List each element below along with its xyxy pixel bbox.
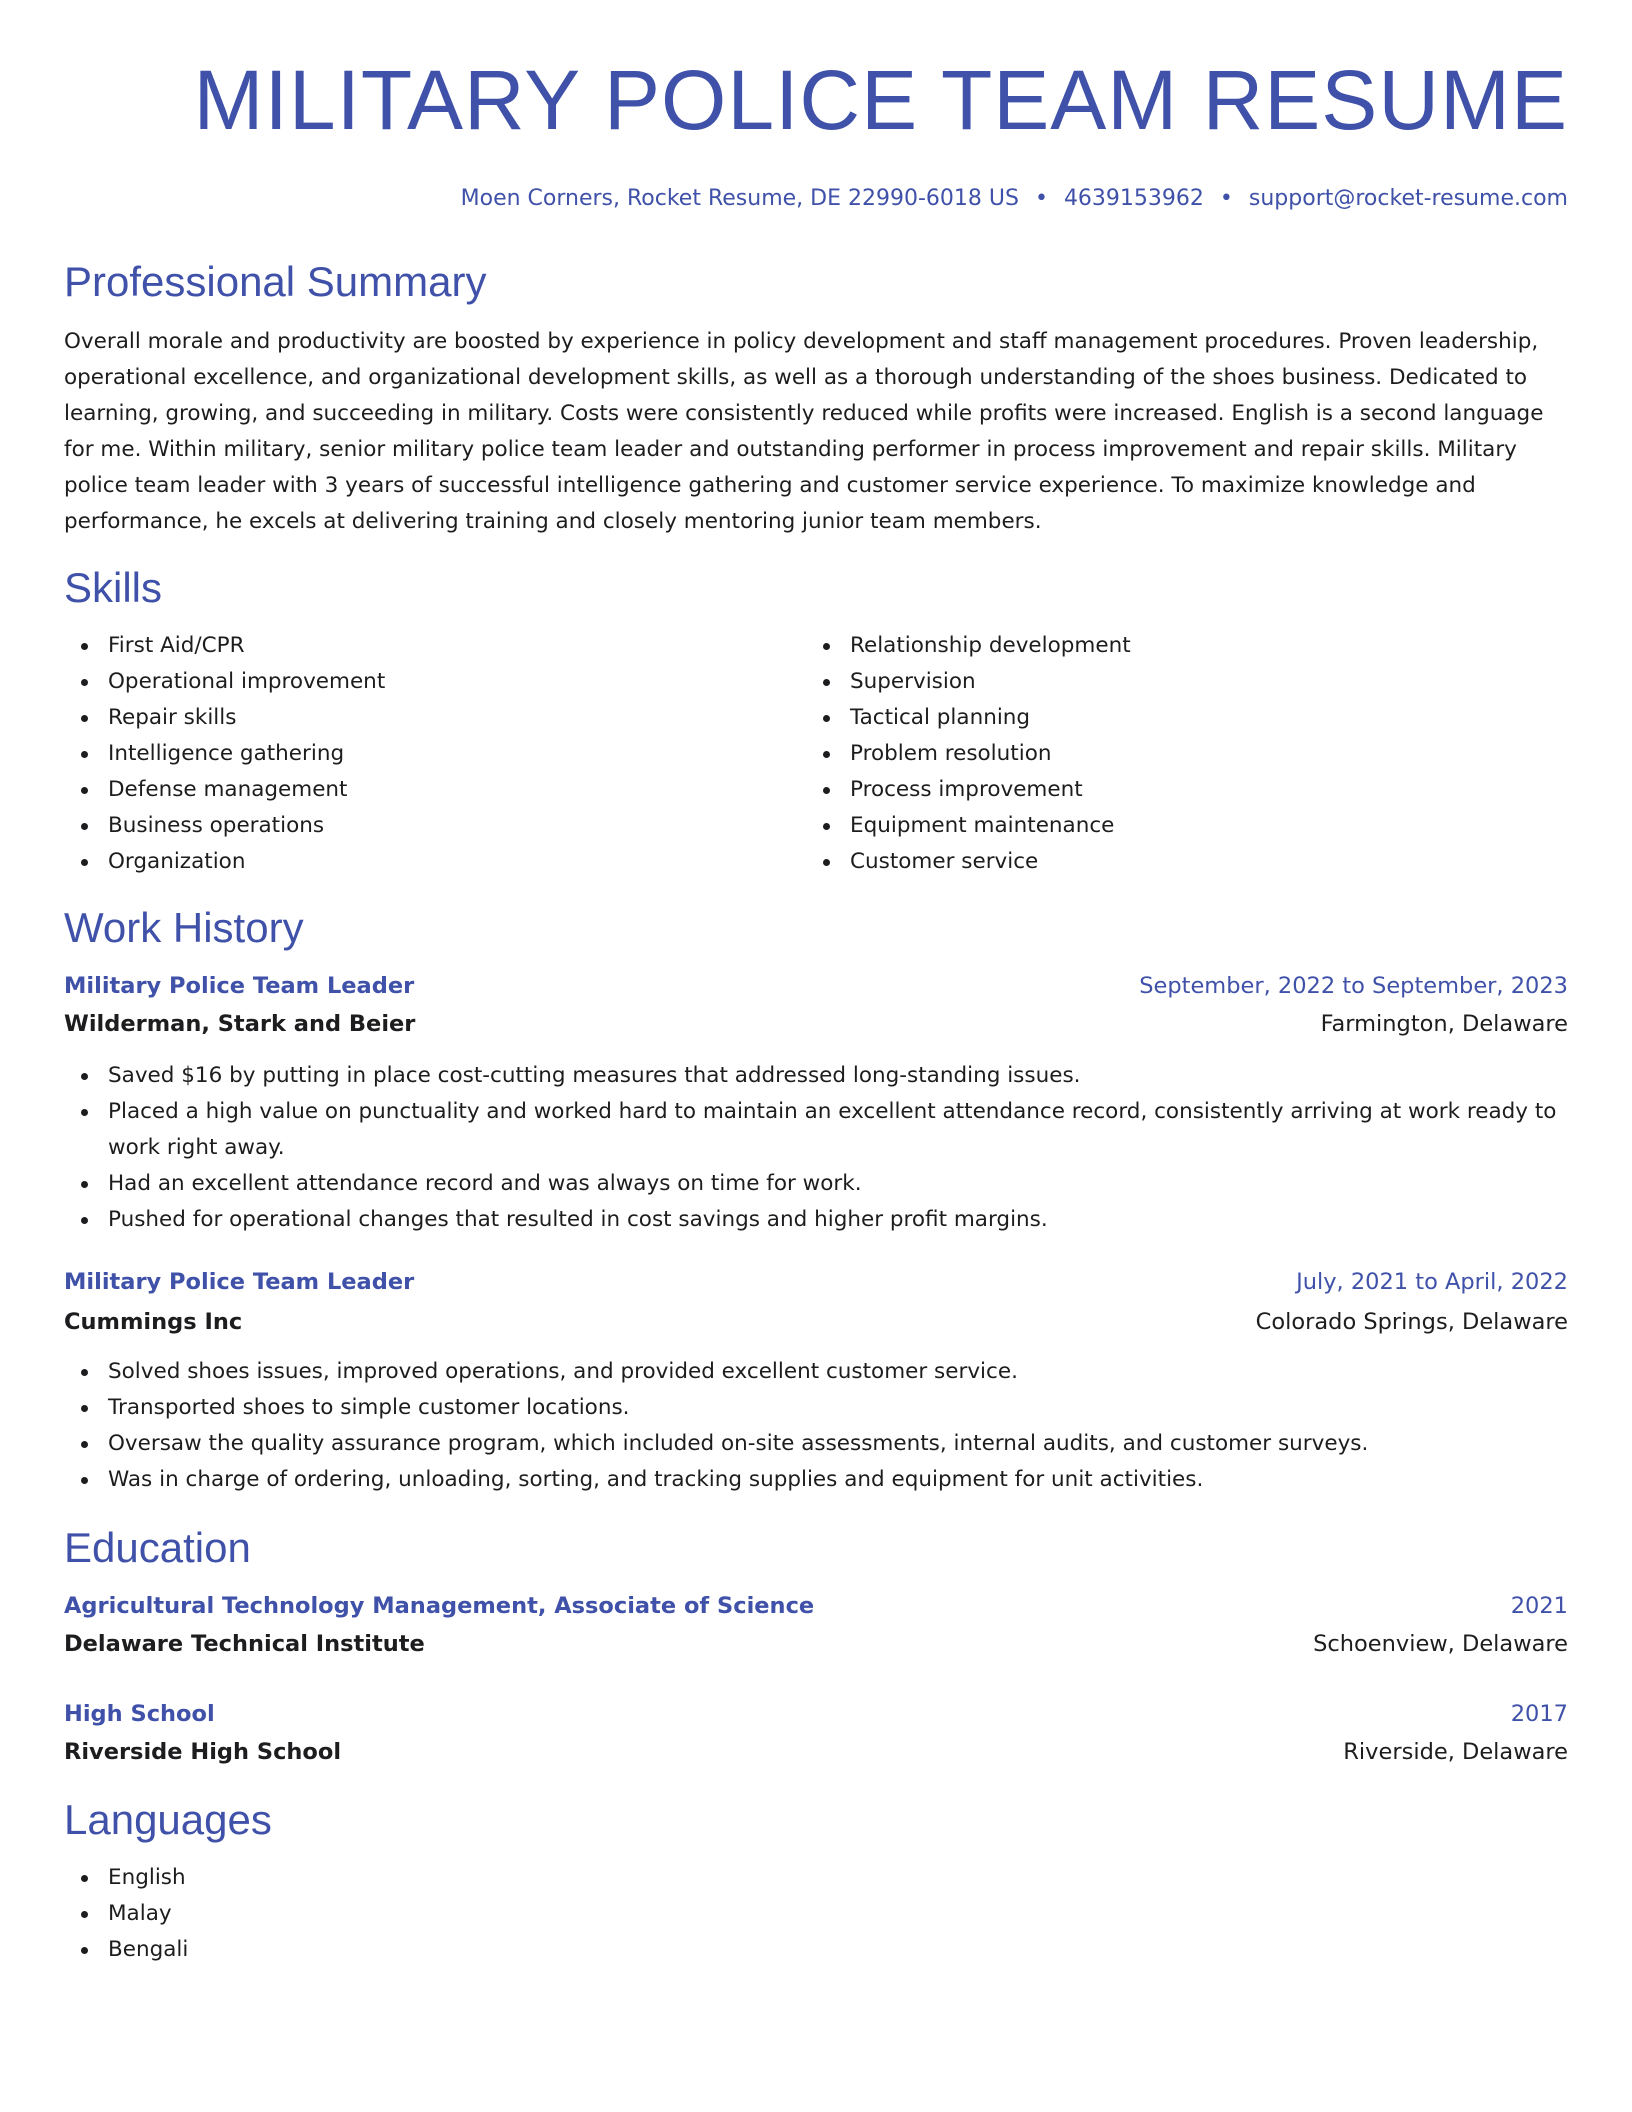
contact-separator: • <box>1034 186 1048 211</box>
list-item: Was in charge of ordering, unloading, sorting, and tracking supplies and equipment for unit activities. <box>64 1462 1568 1498</box>
education-header <box>64 1588 1568 1624</box>
skill-item: Problem resolution <box>806 736 1548 772</box>
graduation-year: 2021 <box>1510 1593 1568 1619</box>
contact-line <box>64 184 1568 214</box>
job-bullets <box>64 1058 1568 1238</box>
list-item: Transported shoes to simple customer locations. <box>64 1390 1568 1426</box>
phone: 4639153962 <box>1063 186 1204 211</box>
job-entry <box>64 968 1568 1238</box>
job-dates: July, 2021 to April, 2022 <box>1296 1269 1568 1295</box>
list-item: Had an excellent attendance record and was always on time for work. <box>64 1166 1568 1202</box>
job-subheader <box>64 1304 1568 1340</box>
skill-item: Operational improvement <box>64 664 806 700</box>
job-location: Colorado Springs, Delaware <box>1255 1309 1568 1335</box>
skill-item: Tactical planning <box>806 700 1548 736</box>
skills-list <box>64 628 1568 880</box>
job-title: Military Police Team Leader <box>64 973 415 999</box>
section-title-education: Education <box>64 1524 251 1571</box>
job-subheader <box>64 1006 1568 1042</box>
list-item: Solved shoes issues, improved operations, and provided excellent customer service. <box>64 1354 1568 1390</box>
skill-item: Organization <box>64 844 806 880</box>
education-subheader <box>64 1626 1568 1662</box>
skill-item: Process improvement <box>806 772 1548 808</box>
school-location: Riverside, Delaware <box>1343 1739 1568 1765</box>
skills-column-right <box>806 628 1548 880</box>
list-item: Saved $16 by putting in place cost-cutting measures that addressed long-standing issues. <box>64 1058 1568 1094</box>
degree-name: High School <box>64 1701 215 1727</box>
job-entry <box>64 1264 1568 1498</box>
skill-item: Repair skills <box>64 700 806 736</box>
list-item: Pushed for operational changes that resulted in cost savings and higher profit margins. <box>64 1202 1568 1238</box>
skill-item: Business operations <box>64 808 806 844</box>
job-bullets <box>64 1354 1568 1498</box>
education-subheader <box>64 1734 1568 1770</box>
job-location: Farmington, Delaware <box>1320 1011 1568 1037</box>
skill-item: Customer service <box>806 844 1548 880</box>
company-name: Wilderman, Stark and Beier <box>64 1011 416 1037</box>
skill-item: Supervision <box>806 664 1548 700</box>
job-header <box>64 968 1568 1004</box>
resume-page <box>64 50 1568 1968</box>
education-entry <box>64 1696 1568 1770</box>
section-title-languages: Languages <box>64 1796 272 1843</box>
section-title-work-history: Work History <box>64 904 304 951</box>
skill-item: Equipment maintenance <box>806 808 1548 844</box>
address: Moen Corners, Rocket Resume, DE 22990-6018 US <box>460 186 1019 211</box>
education-header <box>64 1696 1568 1732</box>
language-item: Bengali <box>64 1932 1568 1968</box>
skill-item: Relationship development <box>806 628 1548 664</box>
skills-column-left <box>64 628 806 880</box>
job-dates: September, 2022 to September, 2023 <box>1139 973 1568 999</box>
graduation-year: 2017 <box>1510 1701 1568 1727</box>
list-item: Oversaw the quality assurance program, which included on-site assessments, internal audits, and customer surveys. <box>64 1426 1568 1462</box>
resume-title: MILITARY POLICE TEAM RESUME <box>193 53 1568 147</box>
company-name: Cummings Inc <box>64 1309 243 1335</box>
email-link[interactable]: support@rocket-resume.com <box>1248 186 1568 211</box>
languages-list <box>64 1860 1568 1968</box>
degree-name: Agricultural Technology Management, Associate of Science <box>64 1593 815 1619</box>
section-title-summary: Professional Summary <box>64 258 487 305</box>
school-name: Riverside High School <box>64 1739 342 1765</box>
school-name: Delaware Technical Institute <box>64 1631 425 1657</box>
summary-text: Overall morale and productivity are boosted by experience in policy development and staff management procedures. Proven leadership, operational excellence, and organizational development skills, as well as a thorough understanding of the shoes business. Dedicated to learning, growing, and succeeding in military. Costs were consistently reduced while profits were increased. English is a second language for me. Within military, senior military police team leader and outstanding performer in process improvement and repair skills. Military police team leader with 3 years of successful intelligence gathering and customer service experience. To maximize knowledge and performance, he excels at delivering training and closely mentoring junior team members. <box>64 329 1544 534</box>
job-header <box>64 1264 1568 1300</box>
language-item: English <box>64 1860 1568 1896</box>
contact-separator: • <box>1219 186 1233 211</box>
job-title: Military Police Team Leader <box>64 1269 415 1295</box>
school-location: Schoenview, Delaware <box>1313 1631 1568 1657</box>
section-title-skills: Skills <box>64 564 163 611</box>
skill-item: Intelligence gathering <box>64 736 806 772</box>
skill-item: First Aid/CPR <box>64 628 806 664</box>
skill-item: Defense management <box>64 772 806 808</box>
language-item: Malay <box>64 1896 1568 1932</box>
list-item: Placed a high value on punctuality and worked hard to maintain an excellent attendance record, consistently arriving at work ready to work right away. <box>64 1094 1568 1166</box>
education-entry <box>64 1588 1568 1662</box>
